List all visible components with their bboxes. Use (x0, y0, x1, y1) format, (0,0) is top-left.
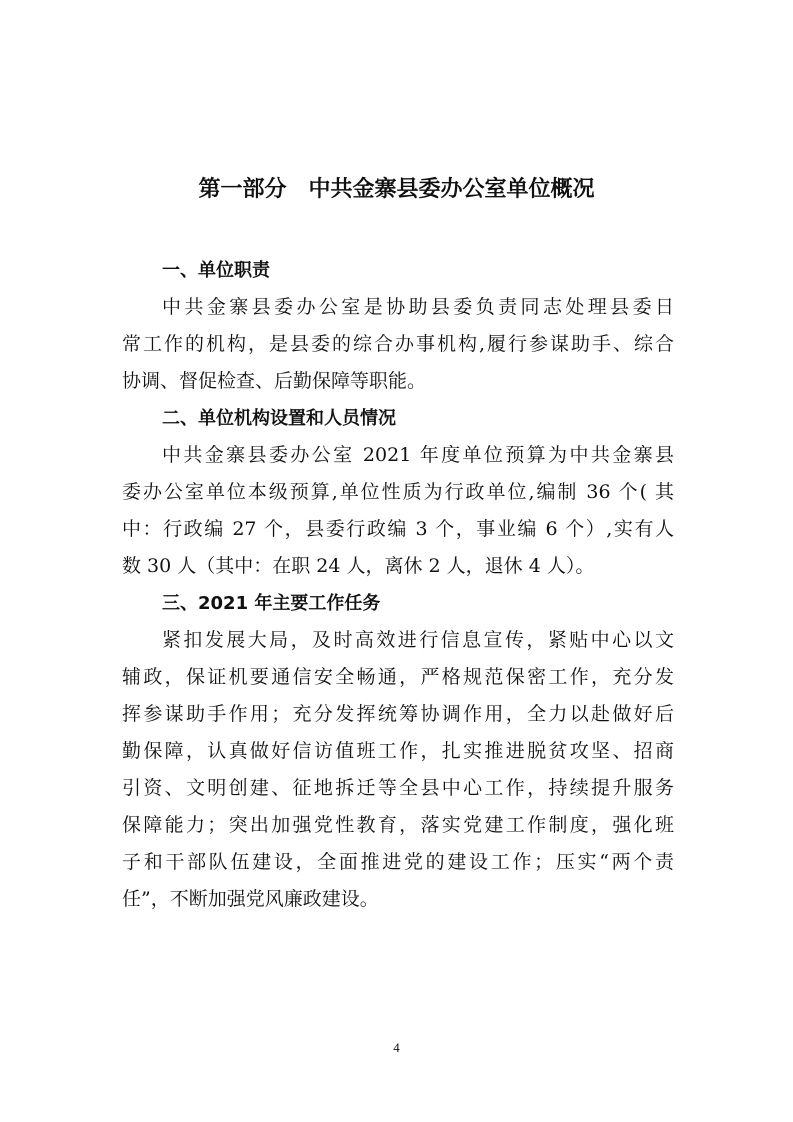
paragraph-line: 常工作的机构，是县委的综合办事机构,履行参谋助手、综合 (122, 333, 674, 355)
section-heading: 三、2021 年主要工作任务 (162, 593, 381, 614)
paragraph-line: 中：行政编 27 个，县委行政编 3 个，事业编 6 个）,实有人 (122, 518, 674, 540)
section-heading: 一、单位职责 (162, 260, 270, 281)
section-main-tasks-2021 (122, 585, 674, 918)
page-number: 4 (393, 1040, 400, 1055)
section-unit-duties (122, 252, 674, 400)
paragraph-line: 任”，不断加强党风廉政建设。 (122, 888, 379, 910)
paragraph-line: 中共金寨县委办公室是协助县委负责同志处理县委日 (162, 296, 674, 318)
paragraph-line: 中共金寨县委办公室 2021 年度单位预算为中共金寨县 (162, 444, 674, 466)
paragraph-line: 保障能力；突出加强党性教育，落实党建工作制度，强化班 (122, 814, 674, 836)
paragraph-line: 数 30 人（其中：在职 24 人，离休 2 人，退休 4 人）。 (122, 555, 595, 577)
paragraph-line: 协调、督促检查、后勤保障等职能。 (122, 370, 427, 392)
section-heading: 二、单位机构设置和人员情况 (162, 408, 396, 429)
paragraph-line: 辅政，保证机要通信安全畅通，严格规范保密工作，充分发 (122, 666, 674, 688)
paragraph-line: 引资、文明创建、征地拆迁等全县中心工作，持续提升服务 (122, 777, 674, 799)
paragraph-line: 勤保障，认真做好信访值班工作，扎实推进脱贫攻坚、招商 (122, 740, 674, 762)
page-title: 第一部分 中共金寨县委办公室单位概况 (198, 177, 595, 202)
section-organization-staffing (122, 400, 674, 585)
paragraph-line: 挥参谋助手作用；充分发挥统筹协调作用，全力以赴做好后 (122, 703, 674, 725)
paragraph-line: 子和干部队伍建设，全面推进党的建设工作；压实“两个责 (122, 851, 674, 873)
paragraph-line: 紧扣发展大局，及时高效进行信息宣传，紧贴中心以文 (162, 629, 674, 651)
document-body (122, 252, 674, 918)
paragraph-line: 委办公室单位本级预算,单位性质为行政单位,编制 36 个( 其 (122, 481, 674, 503)
